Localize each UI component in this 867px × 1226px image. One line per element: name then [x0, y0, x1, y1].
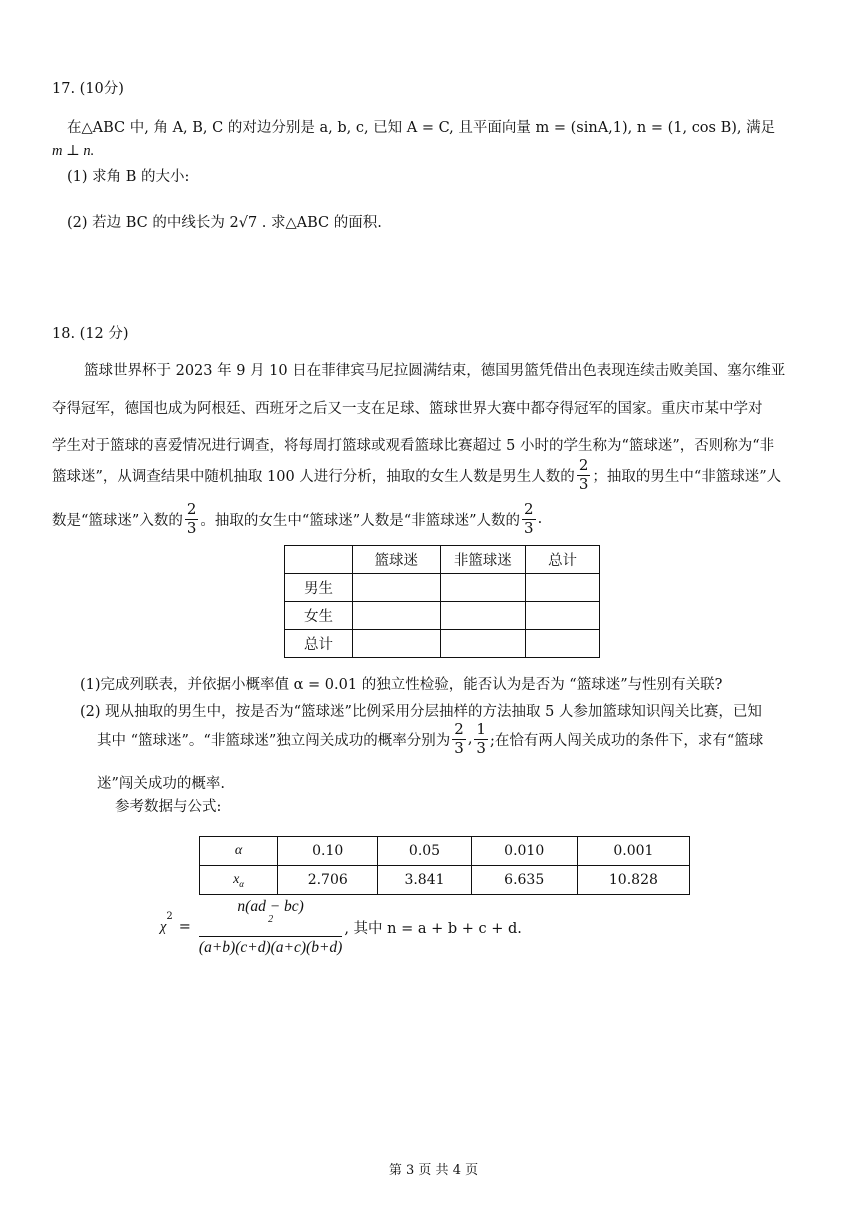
q17-stem-line2: m ⊥ n. — [52, 143, 95, 159]
table-cell — [440, 574, 526, 602]
table-cell: 0.05 — [378, 837, 471, 866]
table-cell — [352, 630, 440, 658]
table-cell: 0.10 — [278, 837, 378, 866]
table-cell: 0.001 — [577, 837, 689, 866]
fraction: $\frac{1}{3}$ — [476, 720, 486, 757]
q18-para-line5 — [52, 502, 542, 537]
formula-lhs: χ — [160, 918, 167, 935]
table-cell — [352, 574, 440, 602]
q18-part2-line2-a: 其中 “篮球迷”。“非篮球迷”独立闯关成功的概率分别为 — [97, 732, 451, 749]
table-cell — [440, 602, 526, 630]
q18-part2-line1: (2) 现从抽取的男生中，按是否为“篮球迷”比例采用分层抽样的方法抽取 5 人参加篮球知识闯关比赛，已知 — [80, 704, 762, 720]
q17-header: 17. (10分) — [52, 81, 124, 97]
q17-stem-line1: 在△ABC 中, 角 A, B, C 的对边分别是 a, b, c, 已知 A = C, 且平面向量 m = (sinA,1), n = (1, cos B), 满足 — [67, 120, 776, 136]
table-cell: 0.010 — [471, 837, 577, 866]
table-row — [285, 602, 600, 630]
q18-header: 18. (12 分) — [52, 326, 129, 342]
q18-part2-line2: 其中 “篮球迷”。“非篮球迷”独立闯关成功的概率分别为 $\frac{2}{3}$ , $\frac{1}{3}$ ;在恰有两人闯关成功的条件下，求有“篮球 — [97, 720, 764, 757]
row-label: $x_\alpha$ — [200, 866, 278, 895]
table-cell — [526, 574, 600, 602]
table-cell — [285, 546, 353, 574]
contingency-table — [284, 545, 600, 658]
table-cell: 6.635 — [471, 866, 577, 895]
fraction: $\frac{2}{3}$ — [524, 500, 534, 537]
table-row — [200, 837, 690, 866]
q18-para-line1: 篮球世界杯于 2023 年 9 月 10 日在菲律宾马尼拉圆满结束，德国男篮凭借出色表现连续击败美国、塞尔维亚 — [84, 363, 786, 379]
row-label: 男生 — [285, 574, 353, 602]
row-label: 总计 — [285, 630, 353, 658]
row-label: 女生 — [285, 602, 353, 630]
q18-para-line4 — [52, 458, 781, 493]
q18-part1: (1)完成列联表，并依据小概率值 α = 0.01 的独立性检验，能否认为是否为 “篮球迷”与性别有关联? — [80, 677, 723, 693]
ref-title: 参考数据与公式: — [115, 799, 222, 815]
table-row — [285, 546, 600, 574]
page-footer: 第 3 页 共 4 页 — [388, 1163, 479, 1178]
q18-part2-line2-b: ;在恰有两人闯关成功的条件下，求有“篮球 — [489, 732, 764, 749]
table-header: 总计 — [526, 546, 600, 574]
table-cell — [526, 602, 600, 630]
table-row — [285, 630, 600, 658]
fraction: $\frac{2}{3}$ — [186, 500, 197, 537]
q18-para-line5-c: . — [537, 511, 543, 528]
formula-fraction: n(ad − bc) $^2$ (a+b)(c+d)(a+c)(b+d) — [198, 898, 343, 956]
q17-part2: (2) 若边 BC 的中线长为 2√7 . 求△ABC 的面积. — [67, 215, 382, 231]
table-cell — [352, 602, 440, 630]
q18-para-line2: 夺得冠军，德国也成为阿根廷、西班牙之后又一支在足球、篮球世界大赛中都夺得冠军的国家。重庆市某中学对 — [52, 401, 763, 417]
q18-para-line4-a: 篮球迷”，从调查结果中随机抽取 100 人进行分析，抽取的女生人数是男生人数的 — [52, 468, 575, 485]
q18-part2-line3: 迷”闯关成功的概率. — [97, 776, 226, 792]
fraction: $\frac{2}{3}$ — [454, 720, 464, 757]
q18-para-line5-b: 。抽取的女生中“篮球迷”人数是“非篮球迷”人数的 — [200, 512, 521, 529]
fraction: $\frac{2}{3}$ — [578, 456, 589, 493]
formula-tail: , 其中 n = a + b + c + d. — [344, 920, 522, 937]
q18-para-line4-b: ；抽取的男生中“非篮球迷”人 — [592, 468, 782, 485]
table-cell: 2.706 — [278, 866, 378, 895]
table-row — [200, 866, 690, 895]
q17-part1: (1) 求角 B 的大小: — [67, 169, 190, 185]
table-cell: 10.828 — [577, 866, 689, 895]
q18-para-line5-a: 数是“篮球迷”入数的 — [52, 512, 183, 529]
table-row — [285, 574, 600, 602]
chi-square-formula: χ $^2$ = n(ad − bc) $^2$ (a+b)(c+d)(a+c)(b+d) , 其中 n = a + b + c + d. — [160, 898, 522, 956]
row-label: α — [200, 837, 278, 866]
critical-value-table — [199, 836, 690, 895]
table-cell — [526, 630, 600, 658]
q18-para-line3: 学生对于篮球的喜爱情况进行调查，将每周打篮球或观看篮球比赛超过 5 小时的学生称为“篮球迷”，否则称为“非 — [52, 438, 775, 454]
table-header: 篮球迷 — [352, 546, 440, 574]
table-cell: 3.841 — [378, 866, 471, 895]
table-cell — [440, 630, 526, 658]
table-header: 非篮球迷 — [440, 546, 526, 574]
